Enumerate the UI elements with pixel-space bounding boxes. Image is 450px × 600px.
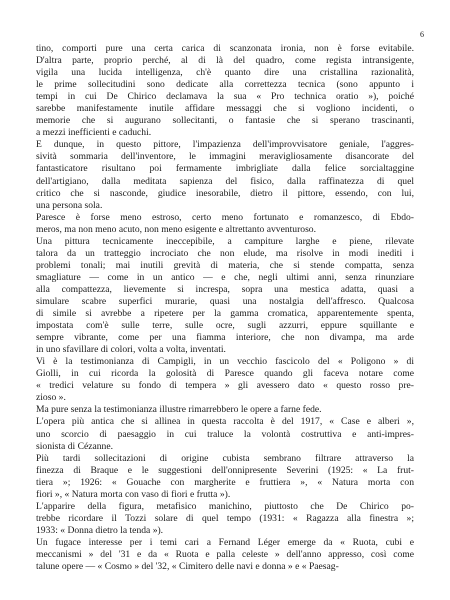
text-line: dell'artigiano, dalla meditata sapienza del fisico, dalla raffinatezza di quel (36, 175, 414, 187)
text-line: Più tardi sollecitazioni di origine cubista sembrano filtrare attraverso la (36, 452, 414, 464)
text-line: zioso ». (36, 392, 66, 404)
text-line: « tredici velature su fondo di tempera » gli avessero dato « questo rosso pre- (36, 380, 414, 392)
body-text (36, 43, 414, 573)
text-line: finezza di Braque e le suggestioni dell'onnipresente Severini (1925: « La frut- (36, 464, 414, 476)
text-line: Un fugace interesse per i temi cari a Fernand Léger emerge da « Ruota, cubi e (36, 536, 414, 548)
text-line: fantasticatore risultano poi fermamente imbrigliate dalla felice sorcialtaggine (36, 163, 414, 175)
text-line: tiera »; 1926: « Gouache con margherite e fruttiera », « Natura morta con (36, 476, 414, 488)
text-line: in uno sfavillare di colori, volta a volta, inventati. (36, 344, 226, 356)
paragraph (36, 537, 414, 573)
text-line: E dunque, in questo pittore, l'impazienza dell'improvvisatore geniale, l'aggres- (36, 139, 414, 151)
text-line: uno scorcio di paesaggio in cui traluce la volontà costruttiva e anti-impres- (36, 428, 414, 440)
text-line: problemi tonali; mai inutili grevità di materia, che si stende compatta, senza (36, 259, 414, 271)
text-line: fiori », « Natura morta con vaso di fiori e frutta »). (36, 488, 231, 500)
paragraph (36, 236, 414, 356)
text-line: Ma pure senza la testimonianza illustre rimarrebbero le opere a farne fede. (36, 404, 322, 416)
text-line: sempre vibrante, come per una fiamma interiore, che non divampa, ma arde (36, 332, 414, 344)
text-line: smagliature — come in un antico — e che, negli ultimi anni, senza rinunziare (36, 271, 414, 283)
text-line: critico che si nasconde, giudice inesorabile, dietro il pittore, essendo, con lui, (36, 187, 414, 199)
text-line: alla compattezza, lievemente si increspa, sopra una mestica adatta, quasi a (36, 283, 414, 295)
text-line: tino, comporti pure una certa carica di scanzonata ironia, non è forse evitabile. (36, 43, 414, 54)
text-line: trebbe ricordare il Tozzi solare di quel tempo (1931: « Ragazza alla finestra »; (36, 512, 414, 524)
text-line: memorie che si augurano sollecitanti, o fantasie che si sperano trascinanti, (36, 115, 414, 127)
text-line: impostata com'è sulle terre, sulle ocre, sugli azzurri, eppure squillante e (36, 320, 414, 332)
paragraph (36, 139, 414, 211)
text-line: Una pittura tecnicamente ineccepibile, a campiture larghe e piene, rilevate (36, 235, 414, 247)
page-number: 6 (420, 30, 424, 39)
text-line: L'apparire della figura, metafisico manichino, piuttosto che De Chirico po- (36, 500, 414, 512)
paragraph (36, 43, 414, 139)
text-line: le prime sollecitudini sono dedicate alla correttezza tecnica (sono appunto i (36, 79, 414, 91)
paragraph (36, 416, 414, 452)
text-line: di simile si avrebbe a ripetere per la gamma cromatica, apparentemente spenta, (36, 308, 414, 320)
text-line: Giolli, in cui ricorda la golosità di Paresce quando gli faceva notare come (36, 368, 414, 380)
text-line: meros, ma non meno acuto, non meno esigente e altrettanto avventuroso. (36, 223, 317, 235)
text-line: tempi in cui De Chirico declamava la sua « Pro technica oratio »), poiché (36, 91, 414, 103)
text-line: sionista di Cézanne. (36, 440, 113, 452)
text-line: talune opere — « Cosmo » del '32, « Cimitero delle navi e donna » e « Paesag- (36, 561, 339, 573)
paragraph (36, 453, 414, 501)
text-line: Paresce è forse meno estroso, certo meno fortunato e romanzesco, di Ebdo- (36, 211, 414, 223)
text-line: Vi è la testimonianza di Campigli, in un vecchio fascicolo del « Poligono » di (36, 356, 414, 368)
text-line: vigila una lucida intelligenza, ch'è quanto dire una cristallina razionalità, (36, 67, 414, 79)
text-line: 1933: « Donna dietro la tenda »). (36, 524, 164, 536)
paragraph (36, 501, 414, 537)
text-line: meccanismi » del '31 e da « Ruota e palla celeste » dell'anno appresso, così come (36, 548, 414, 560)
paragraph (36, 212, 414, 236)
text-line: sività sommaria dell'inventore, le immagini meravigliosamente disancorate del (36, 151, 414, 163)
text-line: L'opera più antica che si allinea in questa raccolta è del 1917, « Case e alberi », (36, 416, 414, 428)
text-line: una persona sola. (36, 199, 103, 211)
text-line: a mezzi inefficienti e caduchi. (36, 127, 152, 139)
text-line: D'altra parte, proprio perché, al di là del quadro, come regista intransigente, (36, 55, 414, 67)
paragraph (36, 356, 414, 404)
text-line: sarebbe manifestamente inutile affidare messaggi che si vogliono incidenti, o (36, 103, 414, 115)
paragraph (36, 404, 414, 416)
text-line: talora da un tratteggio incrociato che non elude, ma risolve in modi inediti i (36, 247, 414, 259)
text-line: simulare scabre superfici murarie, quasi una nostalgia dell'affresco. Qualcosa (36, 295, 414, 307)
